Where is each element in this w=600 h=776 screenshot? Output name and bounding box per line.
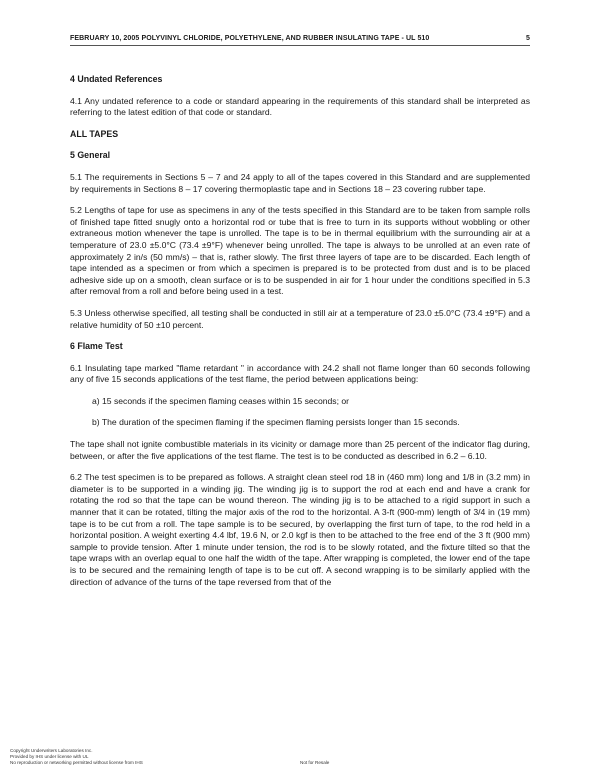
copyright-footer xyxy=(10,748,143,766)
all-tapes-heading: ALL TAPES xyxy=(70,128,119,139)
paragraph-5-3: 5.3 Unless otherwise specified, all testing shall be conducted in still air at a temperature of 23.0 ±5.0°C (73.4 ±9°F) and a relative humidity of 50 ±10 percent. xyxy=(70,307,530,330)
list-item-a: a) 15 seconds if the specimen flaming ceases within 15 seconds; or xyxy=(92,395,349,406)
header-title: FEBRUARY 10, 2005 POLYVINYL CHLORIDE, POLYETHYLENE, AND RUBBER INSULATING TAPE - UL 510 xyxy=(70,35,430,42)
footer-line-1: Copyright Underwriters Laboratories Inc. xyxy=(10,748,93,753)
paragraph-4-1: 4.1 Any undated reference to a code or standard appearing in the requirements of this standard shall be interpreted as referring to the latest edition of that code or standard. xyxy=(70,95,530,118)
page-number: 5 xyxy=(526,35,530,42)
paragraph-5-1: 5.1 The requirements in Sections 5 – 7 and 24 apply to all of the tapes covered in this Standard and are supplemented by requirements in Sections 8 – 17 covering thermoplastic tape and in Sections 18 – 23 covering rubber tape. xyxy=(70,171,530,194)
paragraph-5-2: 5.2 Lengths of tape for use as specimens in any of the tests specified in this Standard are to be taken from sample rolls of finished tape fitted snugly onto a horizontal rod or tube that is free to turn in its supports without wobbling or other extraneous motion whenever the tape is unrolled. The tape is to be in thermal equilibrium with the surrounding air at a temperature of 23.0 ±5.0°C (73.4 ±9°F) whenever being unrolled. The tape is always to be unrolled at an even rate of approximately 2 in/s (50 mm/s) – that is, rather slowly. The first three layers of tape are to be discarded. Each length of tape intended as a specimen or from which a specimen is prepared is to be protected from dust and is to be placed adhesive side up on a smooth, clean surface or is to be suspended in air for 1 hour under the conditions specified in 5.3 after removal from a roll and before being used in a test. xyxy=(70,205,530,297)
list-item-b: b) The duration of the specimen flaming if the specimen flaming persists longer than 15 seconds. xyxy=(92,417,460,428)
header-rule xyxy=(70,45,530,46)
footer-line-3: No reproduction or networking permitted without license from IHS xyxy=(10,760,143,765)
margin-watermark xyxy=(567,300,573,370)
paragraph-6-1: 6.1 Insulating tape marked "flame retardant " in accordance with 24.2 shall not flame longer than 60 seconds following any of five 15 seconds applications of the test flame, the period between applications being: xyxy=(70,362,530,385)
paragraph-6-2: 6.2 The test specimen is to be prepared as follows. A straight clean steel rod 18 in (460 mm) long and 1/8 in (3.2 mm) in diameter is to be supported in a winding jig. The winding jig is to support the rod at each end and have a crank for rotating the rod so that the tape can be wound thereon. The winding jig is to be attached to a rigid support in such a manner that it can be rotated, tilting the major axis of the rod to the horizontal. A 3-ft (900-mm) length of 3/4 in (19 mm) tape is to be cut from a roll. The tape sample is to be secured, by overlapping the first turn of tape, to the rod held in a horizontal position. A weight exerting 4.4 lbf, 19.6 N, or 2.0 kgf is then to be attached to the free end of the 3 ft (900 mm) sample to provide tension. After 1 minute under tension, the rod is to be slowly rotated, and the fixture tilted so that the tape wraps with an overlap equal to one half the width of the tape. After wrapping is completed, the lower end of the tape is to be secured and the remaining length of tape is to be cut off. A second wrapping is to be similarly applied with the direction of advance of the turns of the tape reversed from that of the xyxy=(70,472,530,587)
section-5-heading: 5 General xyxy=(70,150,111,161)
document-body xyxy=(70,74,530,598)
not-for-resale-label: Not for Resale xyxy=(300,760,330,765)
section-4-heading: 4 Undated References xyxy=(70,74,163,84)
paragraph-6-1-continued: The tape shall not ignite combustible materials in its vicinity or damage more than 25 percent of the indicator flag during, between, or after the five applications of the test flame. The test is to be conducted as described in 6.2 – 6.10. xyxy=(70,439,530,461)
section-6-heading: 6 Flame Test xyxy=(70,341,123,352)
footer-line-2: Provided by IHS under license with UL xyxy=(10,754,89,759)
